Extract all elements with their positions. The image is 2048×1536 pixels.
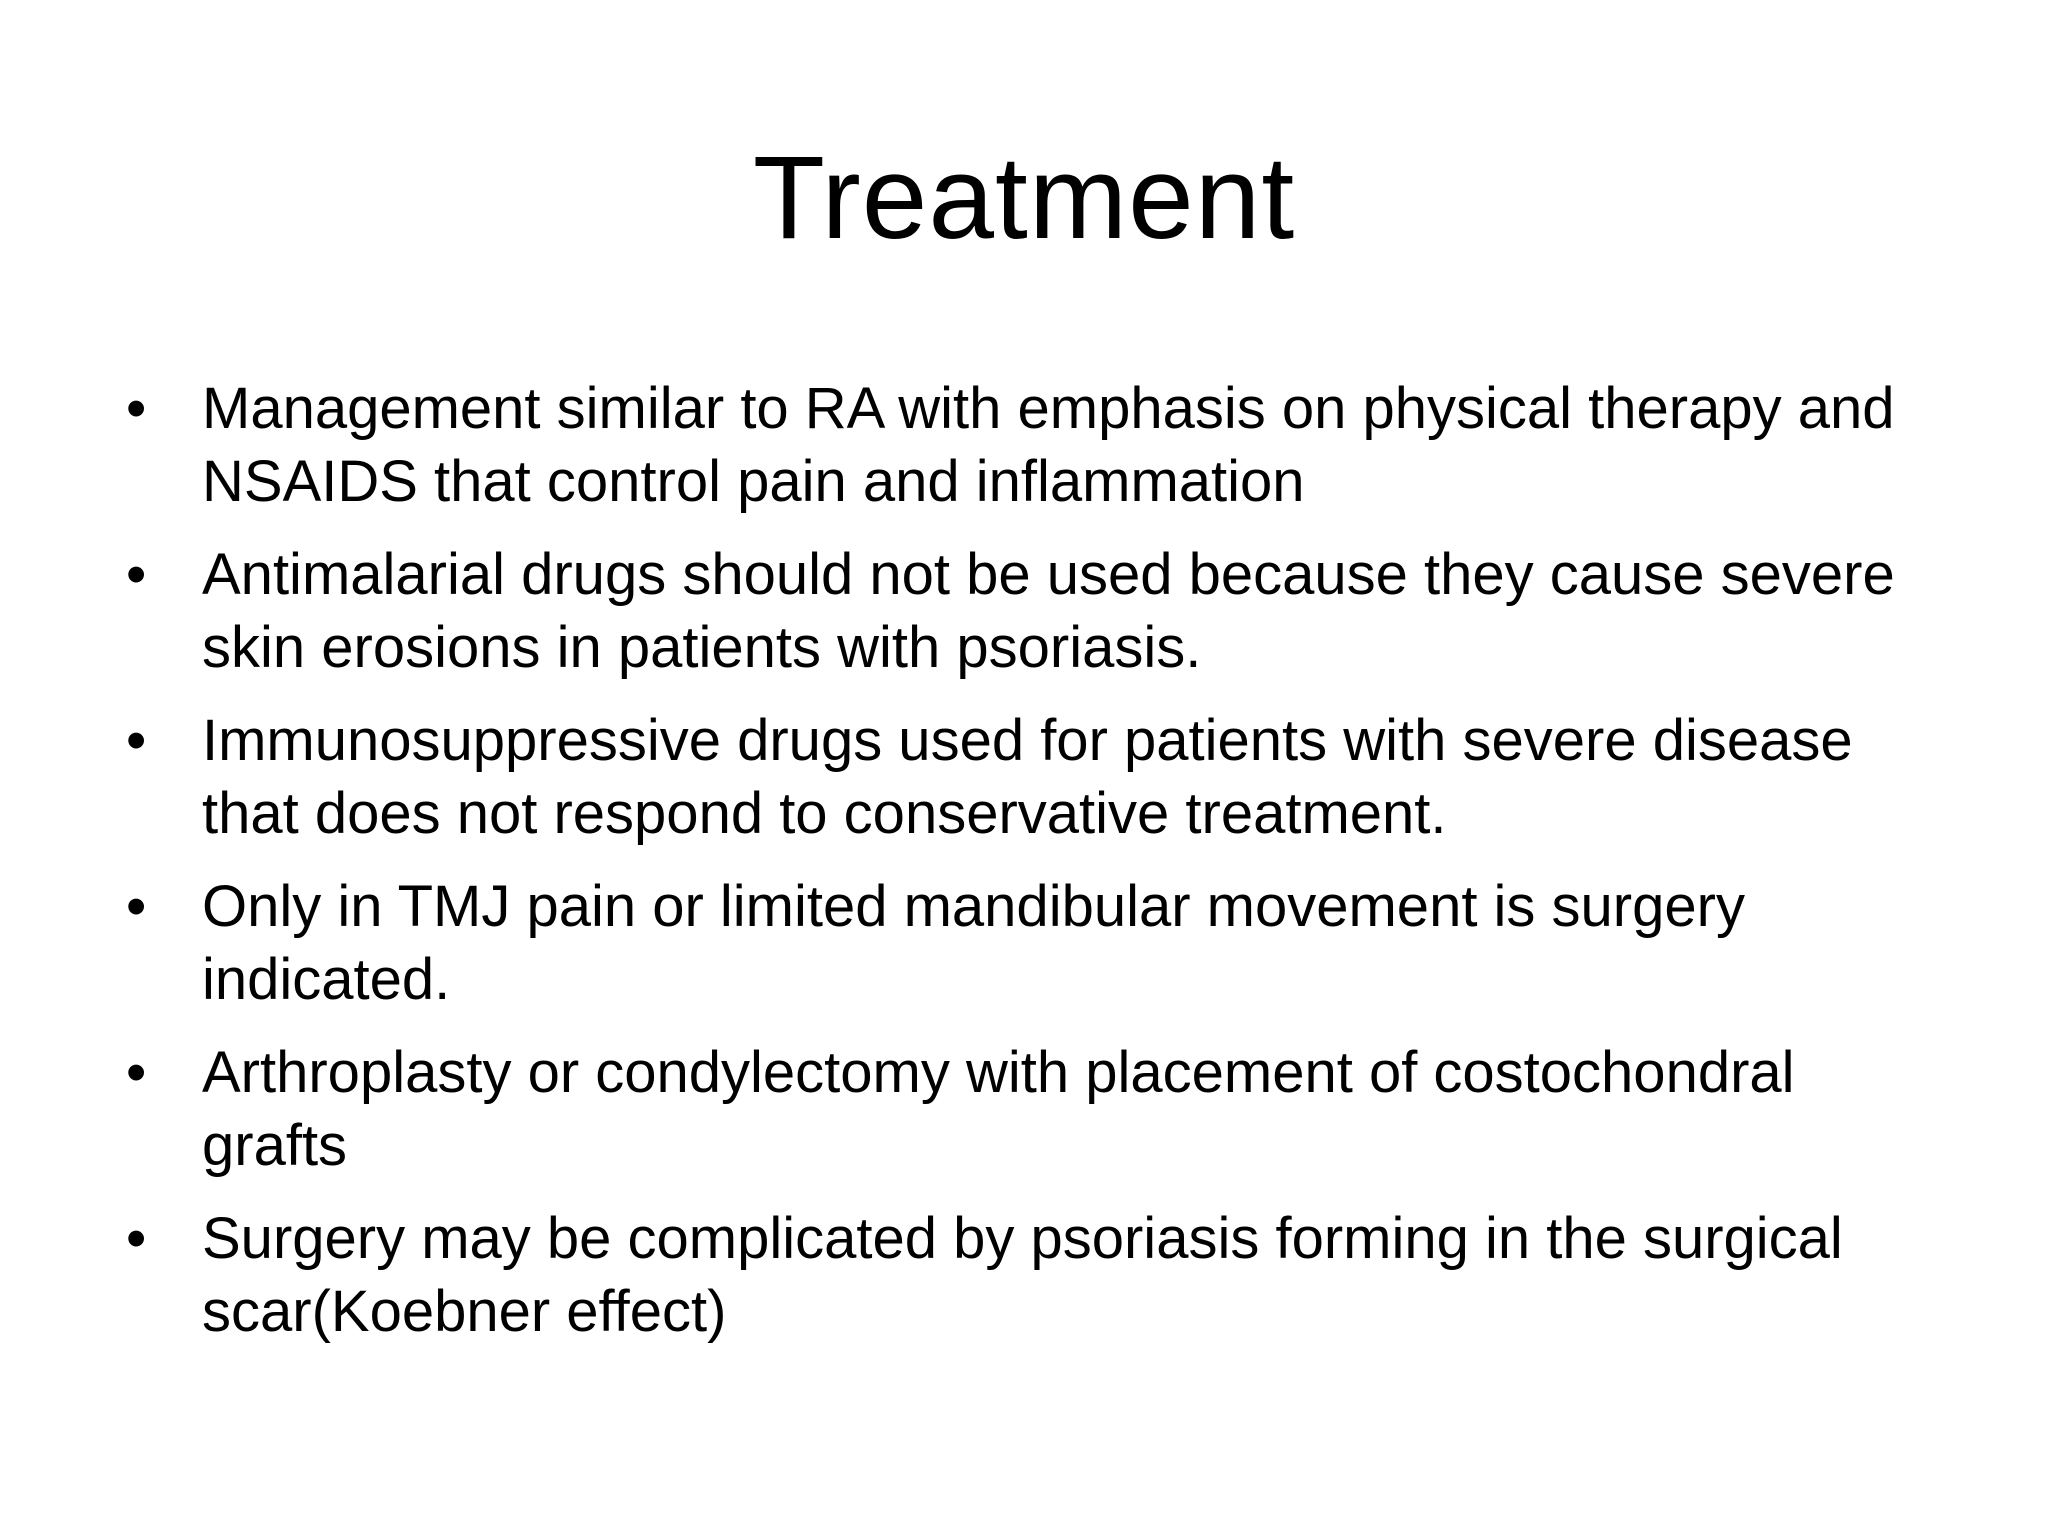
bullet-dot-icon: • (126, 542, 147, 607)
bullet-item-2 (120, 538, 1940, 684)
bullet-list (120, 372, 1940, 1368)
bullet-text-1: Management similar to RA with emphasis on physical therapy and NSAIDS that control pain and inflammation (202, 376, 1895, 514)
bullet-dot-icon: • (126, 874, 147, 939)
bullet-item-6 (120, 1202, 1940, 1348)
bullet-text-2: Antimalarial drugs should not be used because they cause severe skin erosions in patients with psoriasis. (202, 542, 1895, 680)
bullet-dot-icon: • (126, 376, 147, 441)
bullet-item-3 (120, 704, 1940, 850)
bullet-text-6: Surgery may be complicated by psoriasis forming in the surgical scar(Koebner effect) (202, 1206, 1843, 1344)
bullet-text-4: Only in TMJ pain or limited mandibular movement is surgery indicated. (202, 874, 1745, 1012)
bullet-dot-icon: • (126, 1206, 147, 1271)
slide-title: Treatment (752, 132, 1296, 264)
bullet-text-3: Immunosuppressive drugs used for patients with severe disease that does not respond to conservative treatment. (202, 708, 1853, 846)
bullet-text-5: Arthroplasty or condylectomy with placement of costochondral grafts (202, 1040, 1795, 1178)
bullet-item-4 (120, 870, 1940, 1016)
bullet-dot-icon: • (126, 1040, 147, 1105)
bullet-item-1 (120, 372, 1940, 518)
bullet-item-5 (120, 1036, 1940, 1182)
bullet-dot-icon: • (126, 708, 147, 773)
